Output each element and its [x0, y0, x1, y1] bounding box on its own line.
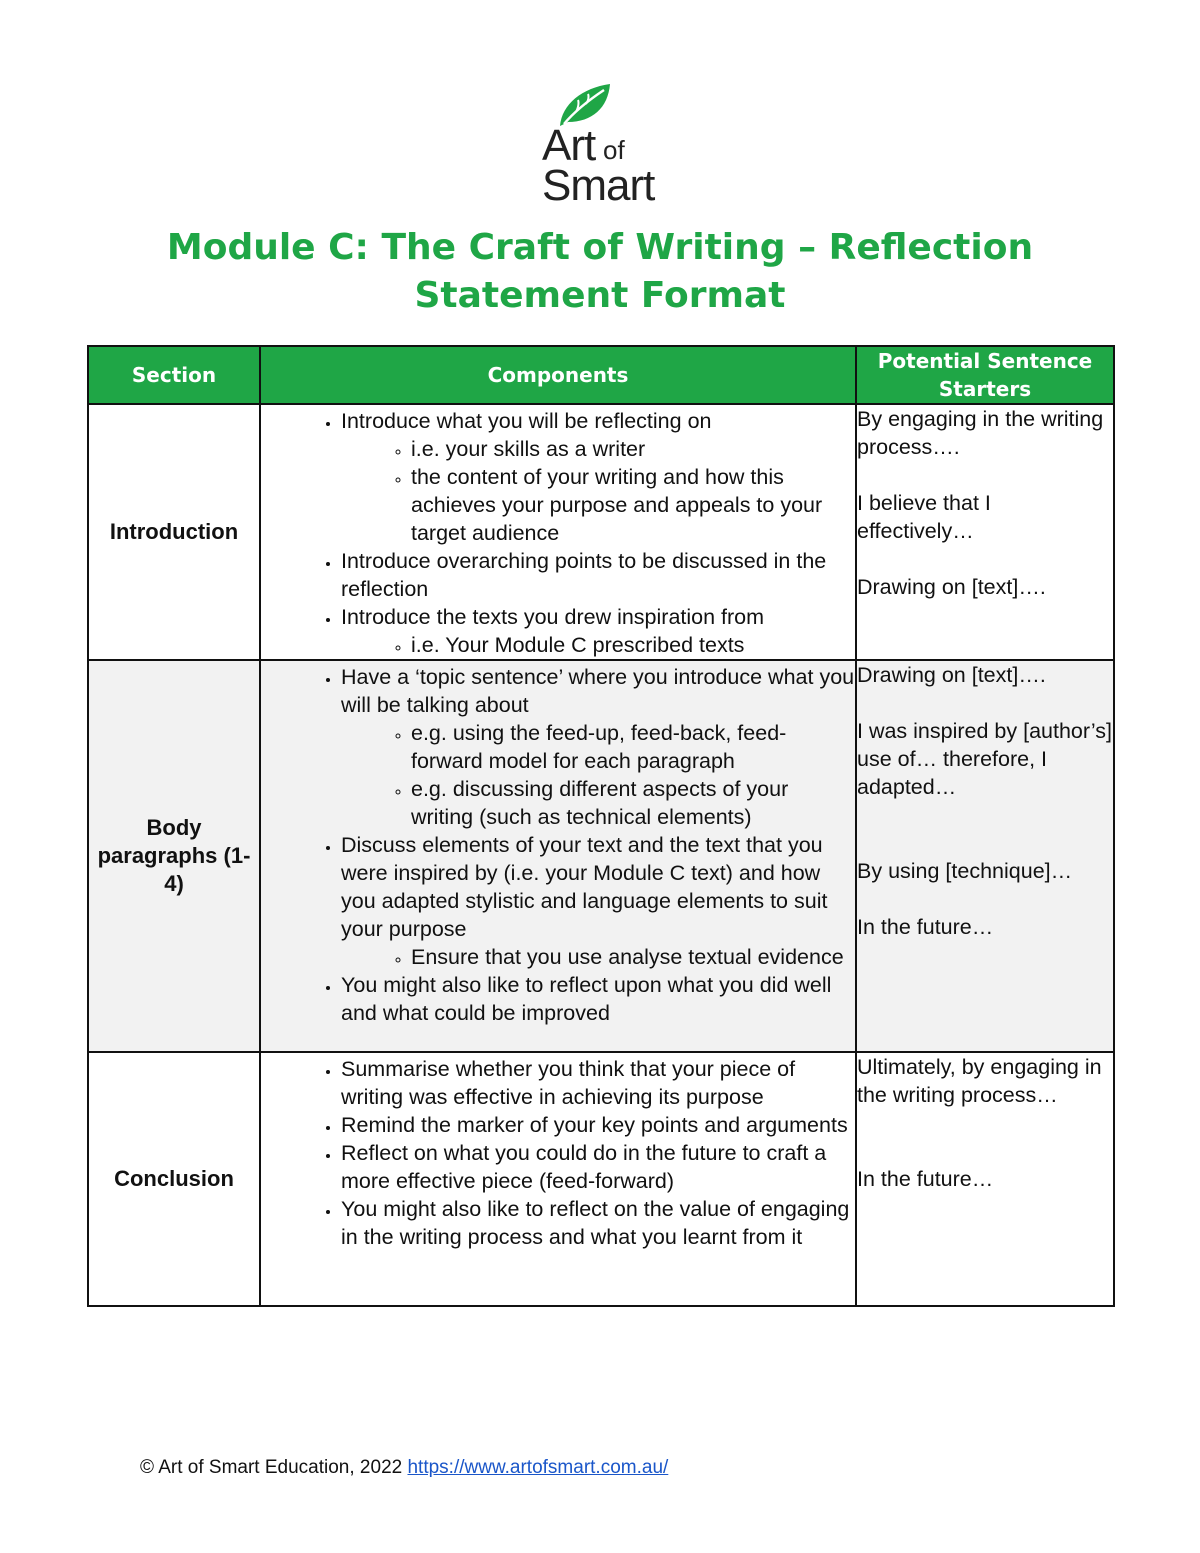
sentence-starter: Drawing on [text]….: [857, 663, 1046, 687]
section-label: Conclusion: [88, 1052, 260, 1306]
list-item: [341, 547, 855, 603]
table-row: [88, 1052, 1114, 1306]
sentence-starter: Ultimately, by engaging in the writing process…: [857, 1055, 1102, 1107]
header-components: Components: [260, 346, 856, 404]
list-item: [341, 663, 855, 831]
sub-list-item: ◦ e.g. using the feed-up, feed-back, feed-forward model for each paragraph: [411, 719, 855, 775]
list-item: • You might also like to reflect on the value of engaging in the writing process and what you learnt from it: [341, 1195, 855, 1251]
list-item-text: You might also like to reflect upon what you did well and what could be improved: [341, 973, 832, 1025]
sentence-starter: By engaging in the writing process….: [857, 407, 1104, 459]
sentence-starter: In the future…: [857, 1167, 994, 1191]
sub-list-item: ◦ the content of your writing and how this achieves your purpose and appeals to your target audience: [411, 463, 855, 547]
sub-list-item: ◦ i.e. Your Module C prescribed texts: [411, 631, 855, 659]
components-cell: [260, 1052, 856, 1306]
list-item-text: Have a ‘topic sentence’ where you introduce what you will be talking about: [341, 665, 855, 717]
starters-cell: [856, 1052, 1114, 1306]
art-of-smart-logo: [540, 82, 670, 208]
list-item: [341, 603, 855, 659]
sentence-starter: Drawing on [text]….: [857, 575, 1046, 599]
page-title: [100, 224, 1100, 320]
copyright-text: © Art of Smart Education, 2022: [140, 1457, 408, 1478]
header-sentence-starters: Potential Sentence Starters: [856, 346, 1114, 404]
list-item-text: Introduce the texts you drew inspiration from: [341, 605, 765, 629]
list-item: [341, 831, 855, 971]
logo-word-of: of: [603, 135, 625, 165]
footer: [140, 1455, 668, 1481]
list-item-text: Discuss elements of your text and the text that you were inspired by (i.e. your Module C text) and how you adapted stylistic and language elements to suit your purpose: [341, 833, 828, 941]
title-line-1: Module C: The Craft of Writing – Reflection: [166, 227, 1034, 268]
list-item: • Reflect on what you could do in the future to craft a more effective piece (feed-forward): [341, 1139, 855, 1195]
table-row: [88, 404, 1114, 660]
website-link[interactable]: https://www.artofsmart.com.au/: [407, 1457, 669, 1478]
sentence-starter: In the future…: [857, 915, 994, 939]
logo-word-art: Art: [542, 121, 596, 170]
starters-cell: [856, 660, 1114, 1052]
table-header-row: [88, 346, 1114, 404]
section-label: Body paragraphs (1-4): [88, 660, 260, 1052]
list-item: [341, 407, 855, 547]
list-item-text: Introduce what you will be reflecting on: [341, 409, 712, 433]
header-section: Section: [88, 346, 260, 404]
list-item-text: Introduce overarching points to be discussed in the reflection: [341, 549, 827, 601]
components-cell: [260, 660, 856, 1052]
list-item: [341, 971, 855, 1027]
list-item: • Remind the marker of your key points and arguments: [341, 1111, 855, 1139]
reflection-format-table: [87, 345, 1115, 1307]
list-item: • Summarise whether you think that your piece of writing was effective in achieving its purpose: [341, 1055, 855, 1111]
sub-list-item: ◦ Ensure that you use analyse textual evidence: [411, 943, 855, 971]
sentence-starter: I was inspired by [author’s] use of… therefore, I adapted…: [857, 719, 1112, 799]
sub-list-item: ◦ i.e. your skills as a writer: [411, 435, 855, 463]
sub-list-item: ◦ e.g. discussing different aspects of your writing (such as technical elements): [411, 775, 855, 831]
title-line-2: Statement Format: [414, 275, 786, 316]
components-cell: [260, 404, 856, 660]
sentence-starter: By using [technique]…: [857, 859, 1073, 883]
logo-word-smart: Smart: [542, 161, 655, 210]
starters-cell: [856, 404, 1114, 660]
sentence-starter: I believe that I effectively…: [857, 491, 991, 543]
table-row: [88, 660, 1114, 1052]
section-label: Introduction: [88, 404, 260, 660]
